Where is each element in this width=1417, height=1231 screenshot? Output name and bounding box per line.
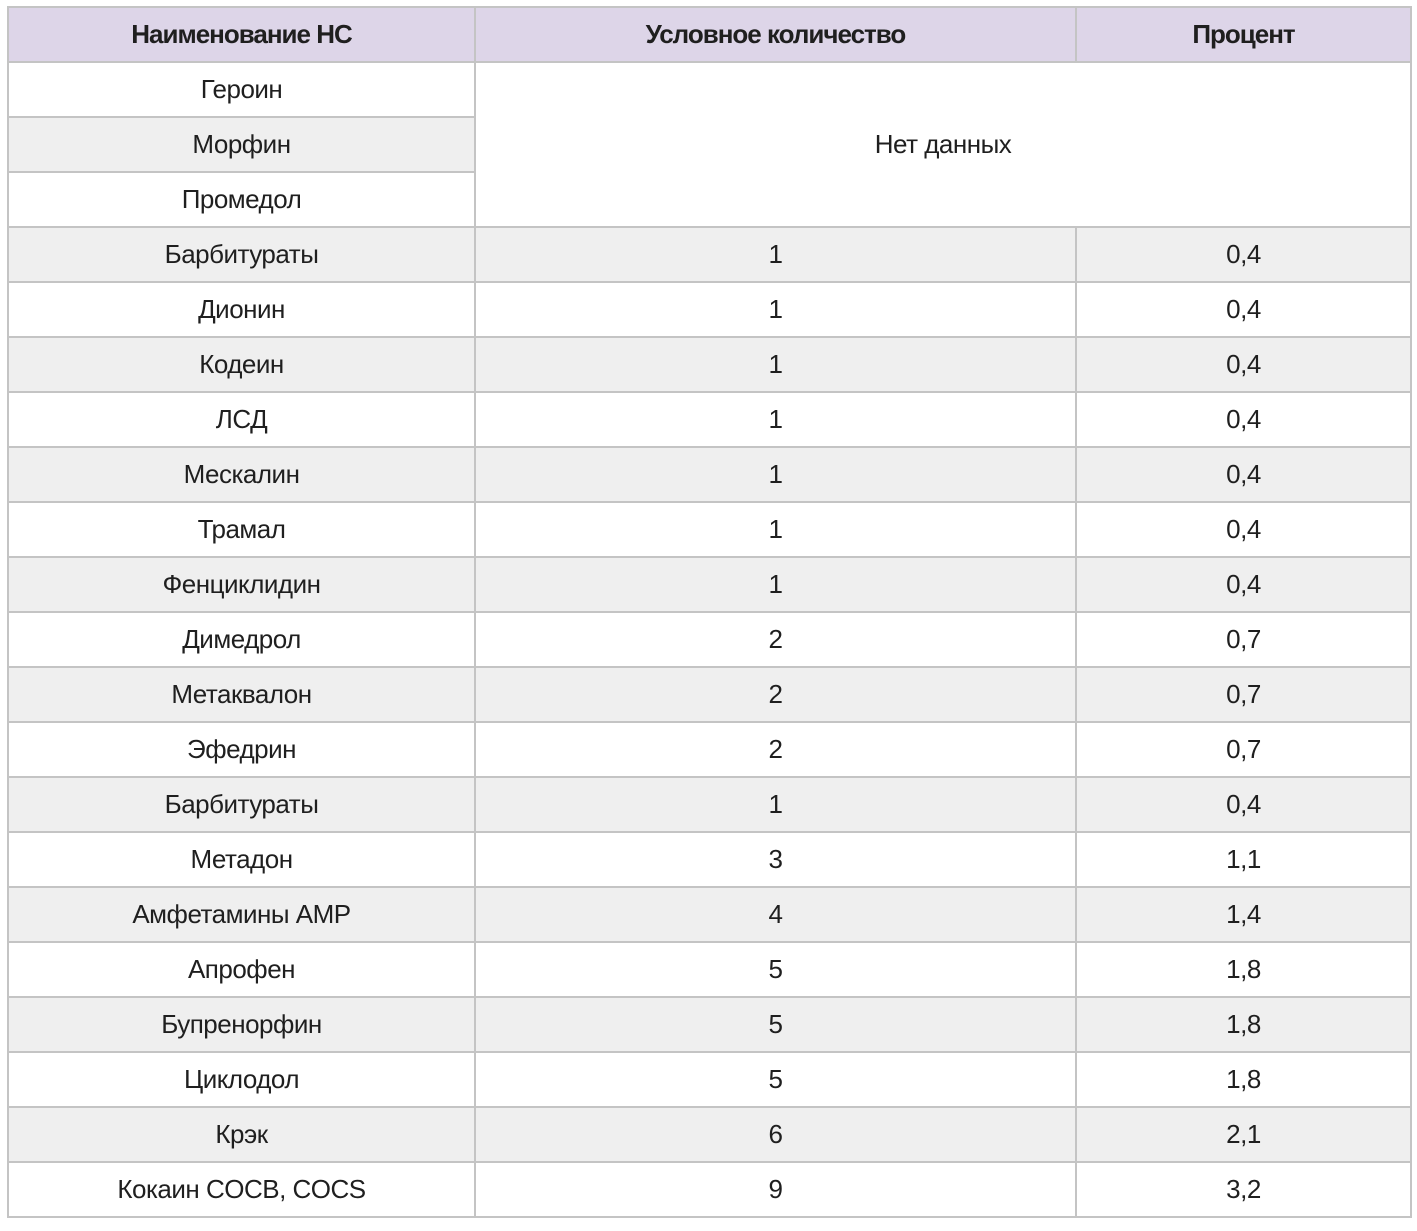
substance-name: Бупренорфин (8, 997, 475, 1052)
substance-name: Эфедрин (8, 722, 475, 777)
substance-percent: 0,4 (1076, 777, 1411, 832)
table-row (8, 667, 1411, 722)
substance-count: 1 (475, 337, 1076, 392)
table-row (8, 502, 1411, 557)
substance-percent: 0,7 (1076, 612, 1411, 667)
header-row (8, 7, 1411, 62)
substance-count: 1 (475, 282, 1076, 337)
no-data-cell: Нет данных (475, 62, 1411, 227)
substance-name: Барбитураты (8, 227, 475, 282)
substance-percent: 0,4 (1076, 337, 1411, 392)
substance-count: 5 (475, 997, 1076, 1052)
substance-name: Фенциклидин (8, 557, 475, 612)
substance-percent: 1,1 (1076, 832, 1411, 887)
substance-name: Барбитураты (8, 777, 475, 832)
table-row (8, 62, 1411, 117)
substance-count: 1 (475, 502, 1076, 557)
substance-percent: 1,8 (1076, 997, 1411, 1052)
substance-count: 4 (475, 887, 1076, 942)
substance-name: Циклодол (8, 1052, 475, 1107)
substance-percent: 0,4 (1076, 227, 1411, 282)
substance-percent: 2,1 (1076, 1107, 1411, 1162)
substance-count: 2 (475, 667, 1076, 722)
header-count: Условное количество (475, 7, 1076, 62)
substance-percent: 1,8 (1076, 942, 1411, 997)
table-row (8, 227, 1411, 282)
substance-name: Метадон (8, 832, 475, 887)
table-row (8, 447, 1411, 502)
substance-count: 2 (475, 612, 1076, 667)
substance-percent: 0,4 (1076, 502, 1411, 557)
substance-name: Мескалин (8, 447, 475, 502)
substance-count: 1 (475, 392, 1076, 447)
table-row (8, 722, 1411, 777)
substance-name: Промедол (8, 172, 475, 227)
substance-percent: 0,4 (1076, 282, 1411, 337)
substance-name: Крэк (8, 1107, 475, 1162)
substance-name: ЛСД (8, 392, 475, 447)
substance-count: 9 (475, 1162, 1076, 1217)
substances-table (7, 6, 1412, 1218)
substance-count: 6 (475, 1107, 1076, 1162)
substance-name: Апрофен (8, 942, 475, 997)
table-row (8, 777, 1411, 832)
substance-name: Кодеин (8, 337, 475, 392)
table-row (8, 832, 1411, 887)
substance-name: Метаквалон (8, 667, 475, 722)
substance-percent: 0,4 (1076, 392, 1411, 447)
table-row (8, 612, 1411, 667)
table-row (8, 942, 1411, 997)
substance-count: 1 (475, 447, 1076, 502)
table-row (8, 1052, 1411, 1107)
table-row (8, 1162, 1411, 1217)
substance-percent: 1,8 (1076, 1052, 1411, 1107)
substance-count: 3 (475, 832, 1076, 887)
table-row (8, 392, 1411, 447)
table-row (8, 557, 1411, 612)
substance-count: 1 (475, 557, 1076, 612)
substance-name: Димедрол (8, 612, 475, 667)
substance-name: Кокаин COCB, COCS (8, 1162, 475, 1217)
substance-name: Амфетамины AMP (8, 887, 475, 942)
substance-name: Дионин (8, 282, 475, 337)
table-row (8, 887, 1411, 942)
table-row (8, 282, 1411, 337)
substance-percent: 0,7 (1076, 722, 1411, 777)
header-name: Наименование НС (8, 7, 475, 62)
substance-percent: 1,4 (1076, 887, 1411, 942)
substance-name: Трамал (8, 502, 475, 557)
substance-count: 5 (475, 1052, 1076, 1107)
substance-name: Героин (8, 62, 475, 117)
substance-name: Морфин (8, 117, 475, 172)
substance-count: 1 (475, 227, 1076, 282)
table-row (8, 997, 1411, 1052)
substance-percent: 3,2 (1076, 1162, 1411, 1217)
substance-percent: 0,4 (1076, 557, 1411, 612)
substance-percent: 0,7 (1076, 667, 1411, 722)
substance-percent: 0,4 (1076, 447, 1411, 502)
table-row (8, 1107, 1411, 1162)
header-percent: Процент (1076, 7, 1411, 62)
table-row (8, 337, 1411, 392)
substance-count: 5 (475, 942, 1076, 997)
substance-count: 2 (475, 722, 1076, 777)
substance-count: 1 (475, 777, 1076, 832)
